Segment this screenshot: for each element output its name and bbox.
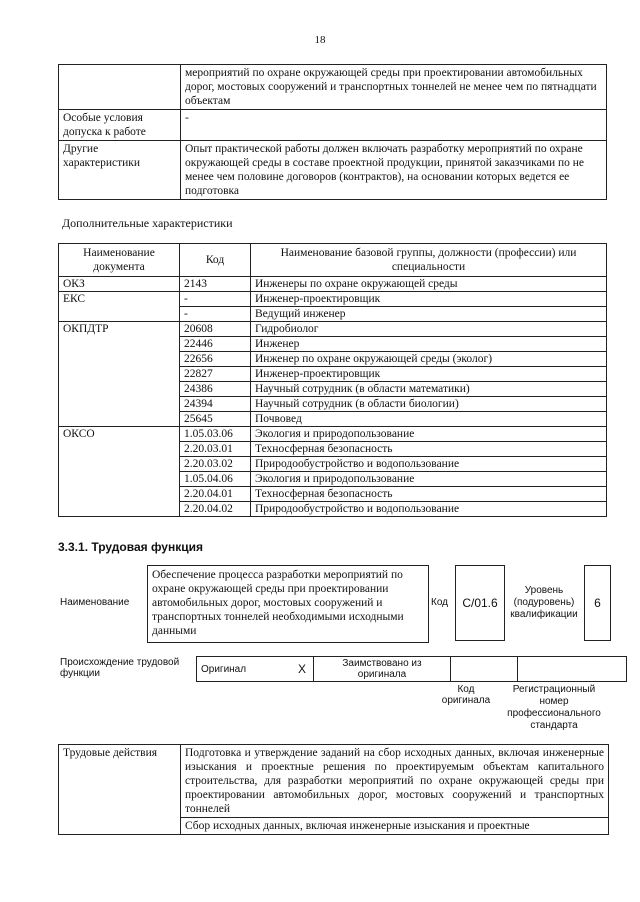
- code-cell: 2.20.04.01: [180, 487, 251, 502]
- header-code: Код: [180, 244, 251, 277]
- function-name-label: Наименование: [60, 597, 130, 608]
- row-value: -: [181, 110, 607, 141]
- document-cell: [59, 442, 180, 457]
- original-mark: X: [291, 657, 314, 682]
- code-cell: 22656: [180, 352, 251, 367]
- qualification-level-value: 6: [584, 565, 611, 641]
- action-item: Подготовка и утверждение заданий на сбор исходных данных, включая инженерные изыскания и проектные решения по проектируемым объектам капитального строительства, для разработки мероприятий по охране окружающей среды при проектировании автомобильных дорог, мостовых сооружений и транспортных тоннелей: [181, 745, 609, 818]
- table-row: [59, 292, 607, 307]
- qualification-requirements-table: [58, 64, 607, 200]
- code-cell: 2.20.03.02: [180, 457, 251, 472]
- code-cell: -: [180, 292, 251, 307]
- document-cell: [59, 337, 180, 352]
- name-cell: Инженер-проектировщик: [251, 367, 607, 382]
- row-label: Особые условия допуска к работе: [59, 110, 181, 141]
- table-row: [59, 337, 607, 352]
- table-row: [59, 412, 607, 427]
- name-cell: Научный сотрудник (в области математики): [251, 382, 607, 397]
- origin-table: [196, 656, 627, 682]
- header-name: Наименование базовой группы, должности (профессии) или специальности: [251, 244, 607, 277]
- name-cell: Инженер-проектировщик: [251, 292, 607, 307]
- document-cell: ОКСО: [59, 427, 180, 442]
- name-cell: Почвовед: [251, 412, 607, 427]
- table-row: [59, 141, 607, 200]
- code-cell: 25645: [180, 412, 251, 427]
- document-cell: [59, 502, 180, 517]
- code-cell: 22446: [180, 337, 251, 352]
- document-cell: ЕКС: [59, 292, 180, 307]
- name-cell: Научный сотрудник (в области биологии): [251, 397, 607, 412]
- page-number: 18: [314, 34, 326, 46]
- action-item: Сбор исходных данных, включая инженерные изыскания и проектные: [181, 818, 609, 835]
- code-cell: 1.05.03.06: [180, 427, 251, 442]
- table-row: [59, 745, 609, 818]
- code-cell: -: [180, 307, 251, 322]
- document-cell: [59, 307, 180, 322]
- table-row: [59, 457, 607, 472]
- original-label: Оригинал: [197, 657, 292, 682]
- table-header-row: [59, 244, 607, 277]
- table-row: [59, 307, 607, 322]
- name-cell: Инженер: [251, 337, 607, 352]
- table-row: [59, 442, 607, 457]
- code-cell: 24394: [180, 397, 251, 412]
- table-row: [59, 382, 607, 397]
- row-value: Опыт практической работы должен включать разработку мероприятий по охране окружающей среды в составе проектной продукции, принятой заказчиками по не менее чем половине договоров (контрактов), на основании которых ведется ее подготовка: [181, 141, 607, 200]
- table-row: [59, 322, 607, 337]
- qualification-level-label: Уровень (подуровень) квалификации: [510, 585, 578, 620]
- additional-characteristics-table: [58, 243, 607, 517]
- code-cell: 1.05.04.06: [180, 472, 251, 487]
- name-cell: Экология и природопользование: [251, 427, 607, 442]
- name-cell: Ведущий инженер: [251, 307, 607, 322]
- table-row: [59, 367, 607, 382]
- document-cell: ОКЗ: [59, 277, 180, 292]
- function-code-label: Код: [431, 597, 449, 608]
- document-cell: [59, 352, 180, 367]
- actions-label: Трудовые действия: [59, 745, 181, 835]
- table-row: [59, 277, 607, 292]
- name-cell: Природообустройство и водопользование: [251, 502, 607, 517]
- table-row: [59, 487, 607, 502]
- page-bottom-margin: [0, 862, 640, 902]
- code-cell: 2.20.04.02: [180, 502, 251, 517]
- document-cell: [59, 487, 180, 502]
- function-origin-label: Происхождение трудовой функции: [60, 657, 180, 679]
- function-name-value: Обеспечение процесса разработки мероприятий по охране окружающей среды при проектировании автомобильных дорог, мостовых сооружений и транспортных тоннелей необходимыми исходными данными: [147, 565, 429, 643]
- document-cell: ОКПДТР: [59, 322, 180, 337]
- table-row: [59, 397, 607, 412]
- name-cell: Техносферная безопасность: [251, 442, 607, 457]
- document-cell: [59, 472, 180, 487]
- code-cell: 24386: [180, 382, 251, 397]
- row-value: мероприятий по охране окружающей среды при проектировании автомобильных дорог, мостовых сооружений и транспортных тоннелей не менее чем по пятнадцати объектам: [181, 65, 607, 110]
- name-cell: Техносферная безопасность: [251, 487, 607, 502]
- origin-code-cell: [451, 657, 518, 682]
- document-cell: [59, 457, 180, 472]
- row-label: Другие характеристики: [59, 141, 181, 200]
- table-row: [59, 472, 607, 487]
- document-cell: [59, 412, 180, 427]
- origin-code-caption: Код оригинала: [441, 684, 491, 706]
- table-row: [59, 427, 607, 442]
- code-cell: 20608: [180, 322, 251, 337]
- code-cell: 22827: [180, 367, 251, 382]
- table-row: [59, 65, 607, 110]
- document-cell: [59, 367, 180, 382]
- table-row: [59, 110, 607, 141]
- labor-actions-table: [58, 744, 609, 835]
- document-cell: [59, 397, 180, 412]
- name-cell: Экология и природопользование: [251, 472, 607, 487]
- registration-number-caption: Регистрационный номер профессионального стандарта: [507, 684, 601, 731]
- table-row: [59, 352, 607, 367]
- table-row: [59, 502, 607, 517]
- additional-characteristics-title: Дополнительные характеристики: [62, 216, 233, 230]
- name-cell: Инженер по охране окружающей среды (эколог): [251, 352, 607, 367]
- registration-number-cell: [518, 657, 627, 682]
- name-cell: Инженеры по охране окружающей среды: [251, 277, 607, 292]
- header-document: Наименование документа: [59, 244, 180, 277]
- name-cell: Природообустройство и водопользование: [251, 457, 607, 472]
- document-cell: [59, 382, 180, 397]
- borrowed-label: Заимствовано из оригинала: [314, 657, 451, 682]
- row-label: [59, 65, 181, 110]
- function-code-value: С/01.6: [455, 565, 505, 641]
- code-cell: 2.20.03.01: [180, 442, 251, 457]
- code-cell: 2143: [180, 277, 251, 292]
- labor-function-heading: 3.3.1. Трудовая функция: [58, 540, 203, 554]
- name-cell: Гидробиолог: [251, 322, 607, 337]
